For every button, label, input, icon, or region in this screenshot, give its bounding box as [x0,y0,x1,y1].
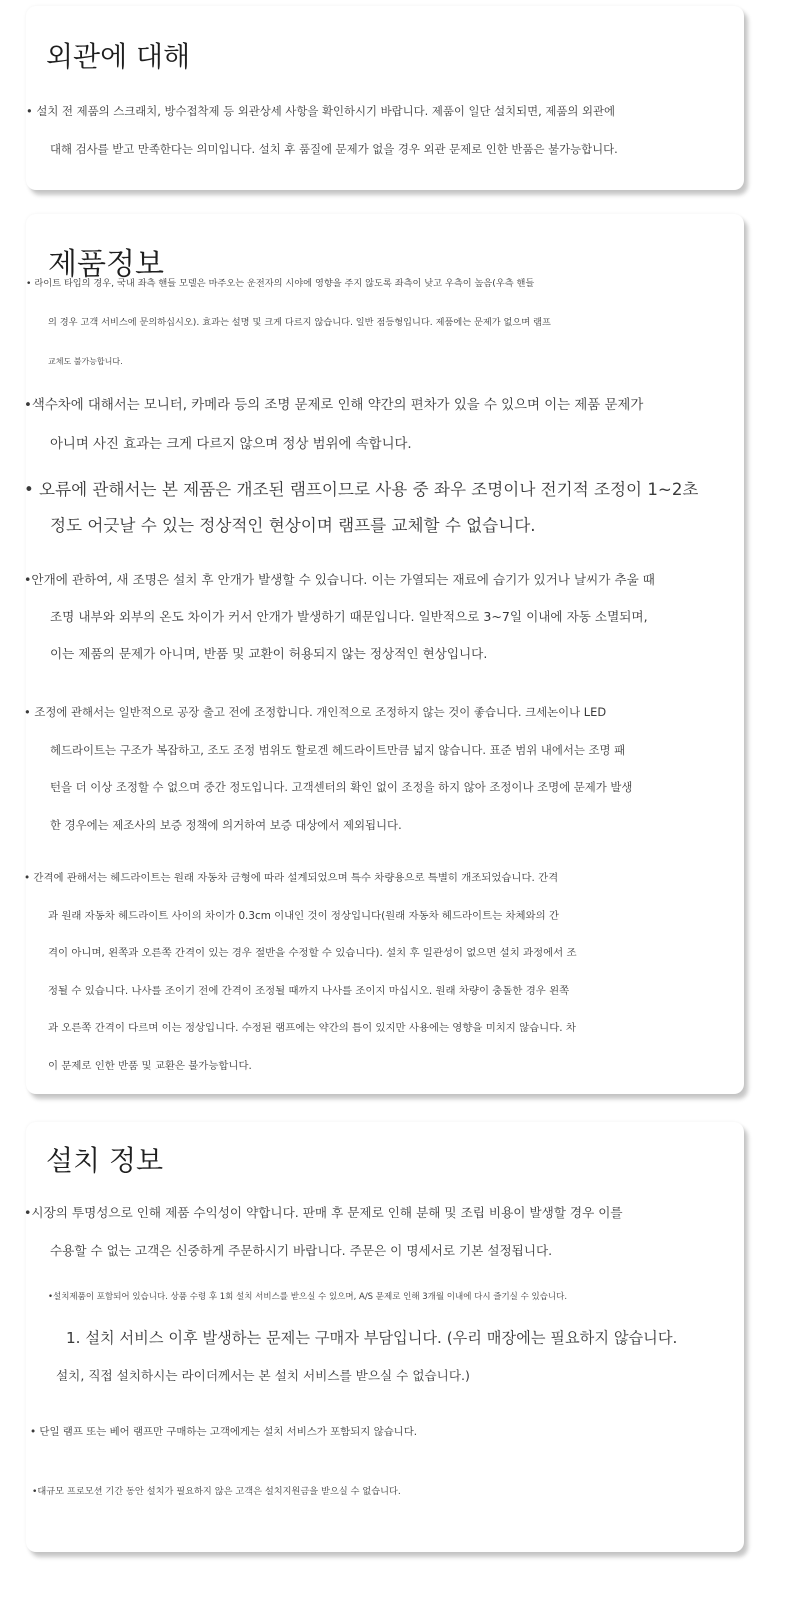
text-line: •설치제품이 포함되어 있습니다. 상품 수령 후 1회 설치 서비스를 받으실 수 있으며, A/S 문제로 인해 3개월 이내에 다시 즐기실 수 있습니다. [48,1292,568,1302]
self-install-paragraph [56,1364,730,1388]
light-type-paragraph [26,264,730,381]
single-lamp-paragraph [30,1422,730,1442]
gap-paragraph [24,860,730,1086]
section-title: 외관에 대해 [46,40,191,74]
error-paragraph [24,472,730,544]
text-line: 이는 제품의 문제가 아니며, 반품 및 교환이 허용되지 않는 정상적인 현상입니다. [50,646,488,661]
adjustment-paragraph [24,694,730,844]
text-line: 격이 아니며, 왼쪽과 오른쪽 간격이 있는 경우 절반을 수정할 수 있습니다). 설치 후 일관성이 없으면 설치 과정에서 조 [48,947,577,960]
text-line: 대해 검사를 받고 만족한다는 의미입니다. 설치 후 품질에 문제가 없을 경우 외관 문제로 인한 반품은 불가능합니다. [50,142,618,156]
text-line: 과 원래 자동차 헤드라이트 사이의 차이가 0.3cm 이내인 것이 정상입니다(원래 자동차 헤드라이트는 차체와의 간 [48,909,559,922]
text-line: 헤드라이트는 구조가 복잡하고, 조도 조정 범위도 할로겐 헤드라이트만큼 넓지 않습니다. 표준 범위 내에서는 조명 패 [50,742,626,757]
text-line: 정도 어긋날 수 있는 정상적인 현상이며 램프를 교체할 수 없습니다. [50,516,536,535]
text-line: 한 경우에는 제조사의 보증 정책에 의거하여 보증 대상에서 제외됩니다. [50,817,402,832]
text-line: • 조정에 관해서는 일반적으로 공장 출고 전에 조정합니다. 개인적으로 조정하지 않는 것이 좋습니다. 크세논이나 LED [24,705,607,719]
text-line: •색수차에 대해서는 모니터, 카메라 등의 조명 문제로 인해 약간의 편차가 있을 수 있으며 이는 제품 문제가 [24,398,644,413]
text-line: 교체도 불가능합니다. [48,357,123,366]
text-line: 이 문제로 인한 반품 및 교환은 불가능합니다. [48,1059,252,1072]
included-paragraph [48,1290,730,1304]
market-paragraph [24,1194,730,1270]
installation-info-section [26,1122,744,1552]
text-line: 과 오른쪽 간격이 다르며 이는 정상입니다. 수정된 램프에는 약간의 틈이 있지만 사용에는 영향을 미치지 않습니다. 차 [48,1022,576,1035]
text-line: •시장의 투명성으로 인해 제품 수익성이 약합니다. 판매 후 문제로 인해 분해 및 조립 비용이 발생할 경우 이를 [24,1205,623,1220]
color-difference-paragraph [24,386,730,464]
text-line: • 간격에 관해서는 헤드라이트는 원래 자동차 금형에 따라 설계되었으며 특수 차량용으로 특별히 개조되었습니다. 간격 [24,872,559,884]
text-line: 조명 내부와 외부의 온도 차이가 커서 안개가 발생하기 때문입니다. 일반적으로 3~7일 이내에 자동 소멸되며, [50,609,648,624]
section-title: 설치 정보 [46,1144,164,1178]
text-line: 수용할 수 없는 고객은 신중하게 주문하시기 바랍니다. 주문은 이 명세서로 기본 설정됩니다. [50,1243,553,1258]
promotion-paragraph [32,1482,730,1502]
text-line: •안개에 관하여, 새 조명은 설치 후 안개가 발생할 수 있습니다. 이는 가열되는 재료에 습기가 있거나 날씨가 추울 때 [24,572,655,587]
section-title: 제품정보 [48,246,164,282]
text-line: 턴을 더 이상 조정할 수 없으며 중간 정도입니다. 고객센터의 확인 없이 조정을 하지 않아 조정이나 조명에 문제가 발생 [50,780,633,794]
appearance-paragraph [26,92,730,168]
product-info-section [26,214,744,1094]
fog-paragraph [24,561,730,672]
text-line: 1. 설치 서비스 이후 발생하는 문제는 구매자 부담입니다. (우리 매장에는 필요하지 않습니다. [66,1329,678,1347]
text-line: 정될 수 있습니다. 나사를 조이기 전에 간격이 조정될 때까지 나사를 조이지 마십시오. 원래 차량이 충돌한 경우 왼쪽 [48,984,570,997]
text-line: • 오류에 관해서는 본 제품은 개조된 램프이므로 사용 중 좌우 조명이나 전기적 조정이 1~2초 [24,480,699,499]
text-line: 아니며 사진 효과는 크게 다르지 않으며 정상 범위에 속합니다. [50,437,412,452]
text-line: •대규모 프로모션 기간 동안 설치가 필요하지 않은 고객은 설치지원금을 받으실 수 없습니다. [32,1486,401,1497]
text-line: • 설치 전 제품의 스크래치, 방수접착제 등 외관상세 사항을 확인하시기 바랍니다. 제품이 일단 설치되면, 제품의 외관에 [26,104,616,118]
text-line: 의 경우 고객 서비스에 문의하십시오). 효과는 설명 및 크게 다르지 않습니다. 일반 점등형입니다. 제품에는 문제가 없으며 램프 [48,317,551,328]
service-note-paragraph [66,1324,730,1352]
text-line: • 단일 램프 또는 베어 램프만 구매하는 고객에게는 설치 서비스가 포함되지 않습니다. [30,1426,418,1438]
text-line: • 라이트 타입의 경우, 국내 좌측 핸들 모델은 마주오는 운전자의 시야에 영향을 주지 않도록 좌측이 낮고 우측이 높음(우측 핸들 [26,278,535,289]
text-line: 설치, 직접 설치하시는 라이더께서는 본 설치 서비스를 받으실 수 없습니다.) [56,1368,470,1383]
appearance-section [26,6,744,190]
